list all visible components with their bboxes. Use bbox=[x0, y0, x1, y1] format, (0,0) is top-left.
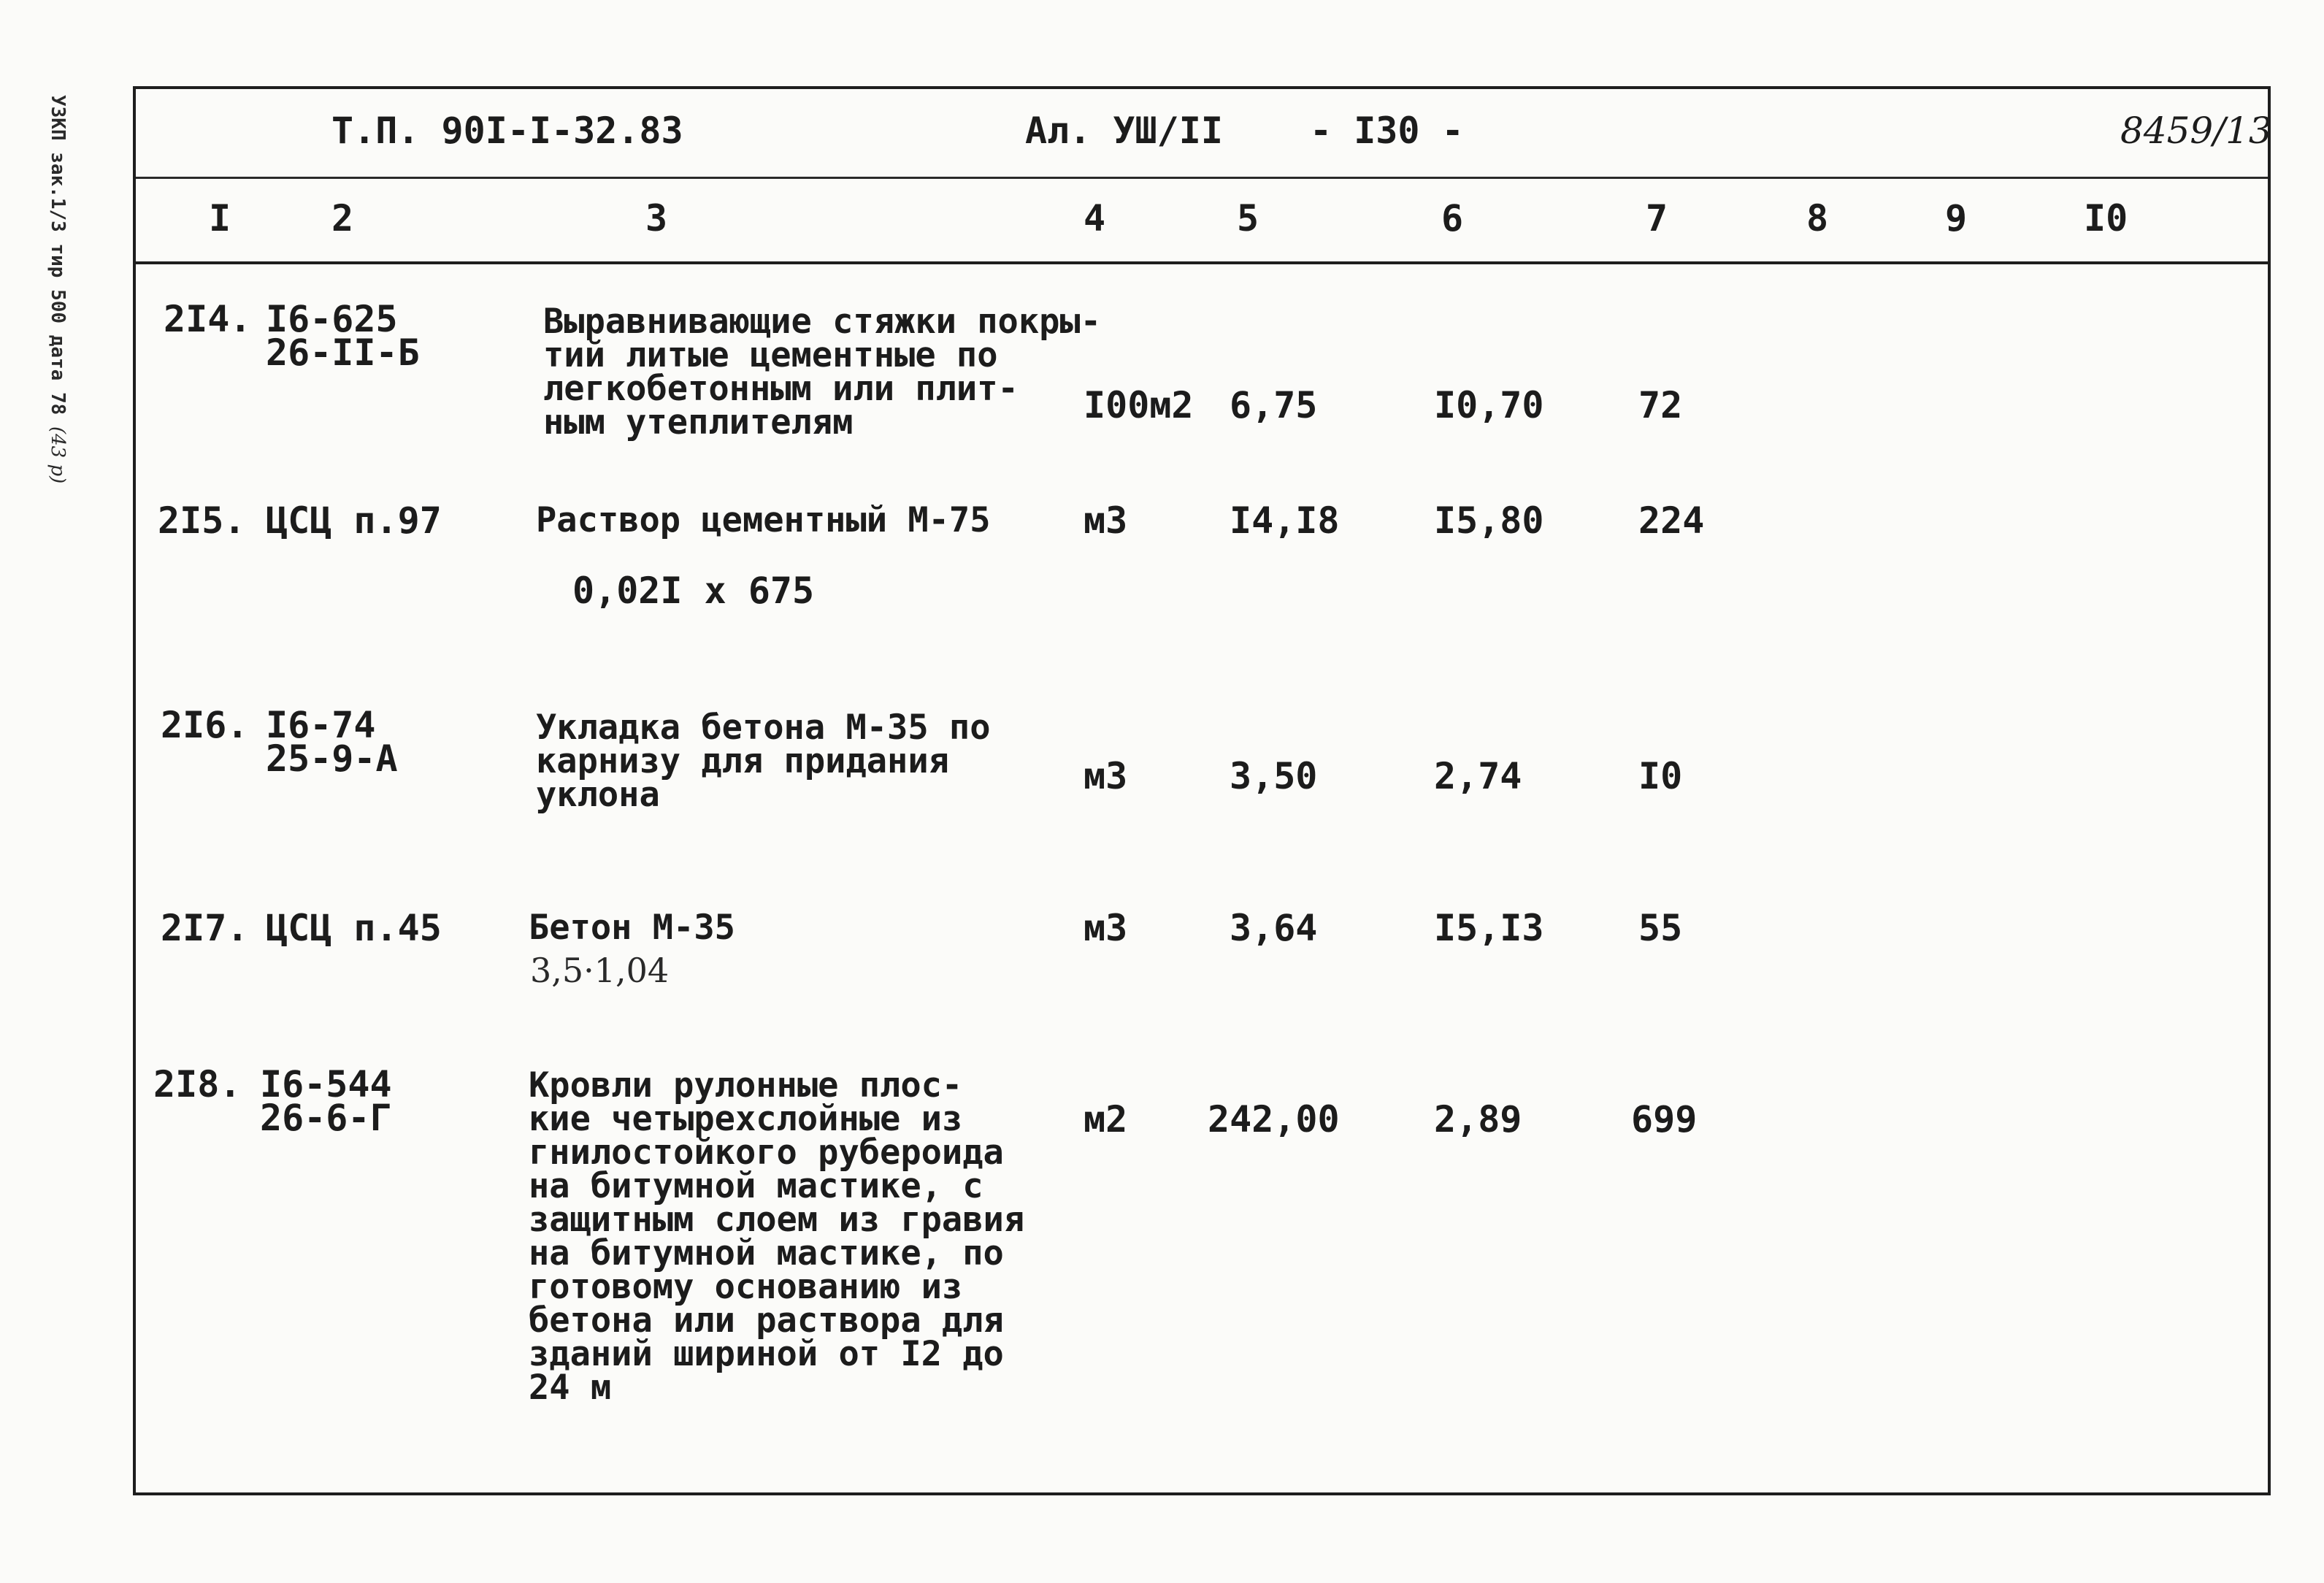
row-number: 2I5. bbox=[158, 499, 246, 542]
work-description: Укладка бетона М-35 по карнизу для придания уклона bbox=[536, 708, 991, 815]
work-description: Раствор цементный М-75 bbox=[536, 500, 991, 540]
row-number: 2I6. bbox=[161, 704, 249, 746]
col-header-6: 6 bbox=[1441, 197, 1464, 239]
print-info: УЗКП зак.1/3 тир 500 дата 78 bbox=[47, 95, 69, 415]
quantity: I4,I8 bbox=[1230, 499, 1340, 542]
row-number: 2I4. bbox=[164, 298, 252, 340]
unit: м2 bbox=[1084, 1098, 1128, 1141]
unit: м3 bbox=[1084, 499, 1128, 542]
col-header-1: I bbox=[209, 197, 231, 239]
header-divider bbox=[136, 177, 2268, 179]
quantity: 242,00 bbox=[1208, 1098, 1340, 1141]
quantity: 6,75 bbox=[1230, 384, 1318, 426]
quantity: 3,64 bbox=[1230, 907, 1318, 949]
unit-price: 2,74 bbox=[1434, 755, 1522, 797]
unit-price: I0,70 bbox=[1434, 384, 1544, 426]
row-number: 2I7. bbox=[161, 907, 249, 949]
work-description: Выравнивающие стяжки покры- тий литые цементные по легкобетонным или плит- ным утеплителям bbox=[543, 302, 1102, 442]
page-number: - I30 - bbox=[1310, 110, 1464, 152]
norm-code: 26-II-Б bbox=[266, 331, 420, 374]
col-header-7: 7 bbox=[1646, 197, 1668, 239]
total-cost: 699 bbox=[1631, 1098, 1698, 1141]
handwritten-note: (43 р) bbox=[47, 426, 69, 484]
norm-code: 25-9-А bbox=[266, 737, 398, 780]
total-cost: 55 bbox=[1638, 907, 1683, 949]
total-cost: I0 bbox=[1638, 755, 1683, 797]
album-ref: Ал. УШ/II bbox=[1025, 110, 1223, 152]
handwritten-stamp: 8459/13 bbox=[2120, 110, 2272, 152]
unit: м3 bbox=[1084, 755, 1128, 797]
handwritten-calc: 3,5·1,04 bbox=[530, 951, 670, 990]
norm-code: I6-74 bbox=[266, 704, 376, 746]
col-header-5: 5 bbox=[1237, 197, 1259, 239]
work-description: Бетон М-35 bbox=[529, 908, 735, 948]
norm-code: ЦСЦ п.45 bbox=[266, 907, 442, 949]
side-annotation bbox=[47, 95, 69, 483]
col-header-4: 4 bbox=[1084, 197, 1106, 239]
unit: I00м2 bbox=[1084, 384, 1194, 426]
column-header-divider bbox=[136, 261, 2268, 264]
doc-code: Т.П. 90I-I-32.83 bbox=[331, 110, 683, 152]
unit-price: 2,89 bbox=[1434, 1098, 1522, 1141]
work-description: Кровли рулонные плос- кие четырехслойные из гнилостойкого рубероида на битумной мастике, с защитным слоем из гравия на битумной мастике, по готовому основанию из бетона или раствора для зданий шириной от I2 до 24 м bbox=[529, 1065, 1025, 1408]
norm-code: ЦСЦ п.97 bbox=[266, 499, 442, 542]
unit-price: I5,80 bbox=[1434, 499, 1544, 542]
calc-note: 0,02I x 675 bbox=[572, 570, 815, 612]
unit-price: I5,I3 bbox=[1434, 907, 1544, 949]
col-header-3: 3 bbox=[645, 197, 668, 239]
row-number: 2I8. bbox=[153, 1063, 242, 1105]
col-header-10: I0 bbox=[2084, 197, 2128, 239]
col-header-9: 9 bbox=[1945, 197, 1968, 239]
total-cost: 72 bbox=[1638, 384, 1683, 426]
col-header-2: 2 bbox=[331, 197, 354, 239]
estimate-sheet bbox=[133, 86, 2271, 1495]
total-cost: 224 bbox=[1638, 499, 1705, 542]
unit: м3 bbox=[1084, 907, 1128, 949]
col-header-8: 8 bbox=[1806, 197, 1829, 239]
quantity: 3,50 bbox=[1230, 755, 1318, 797]
norm-code: 26-6-Г bbox=[260, 1097, 392, 1139]
norm-code: I6-544 bbox=[260, 1063, 392, 1105]
norm-code: I6-625 bbox=[266, 298, 398, 340]
